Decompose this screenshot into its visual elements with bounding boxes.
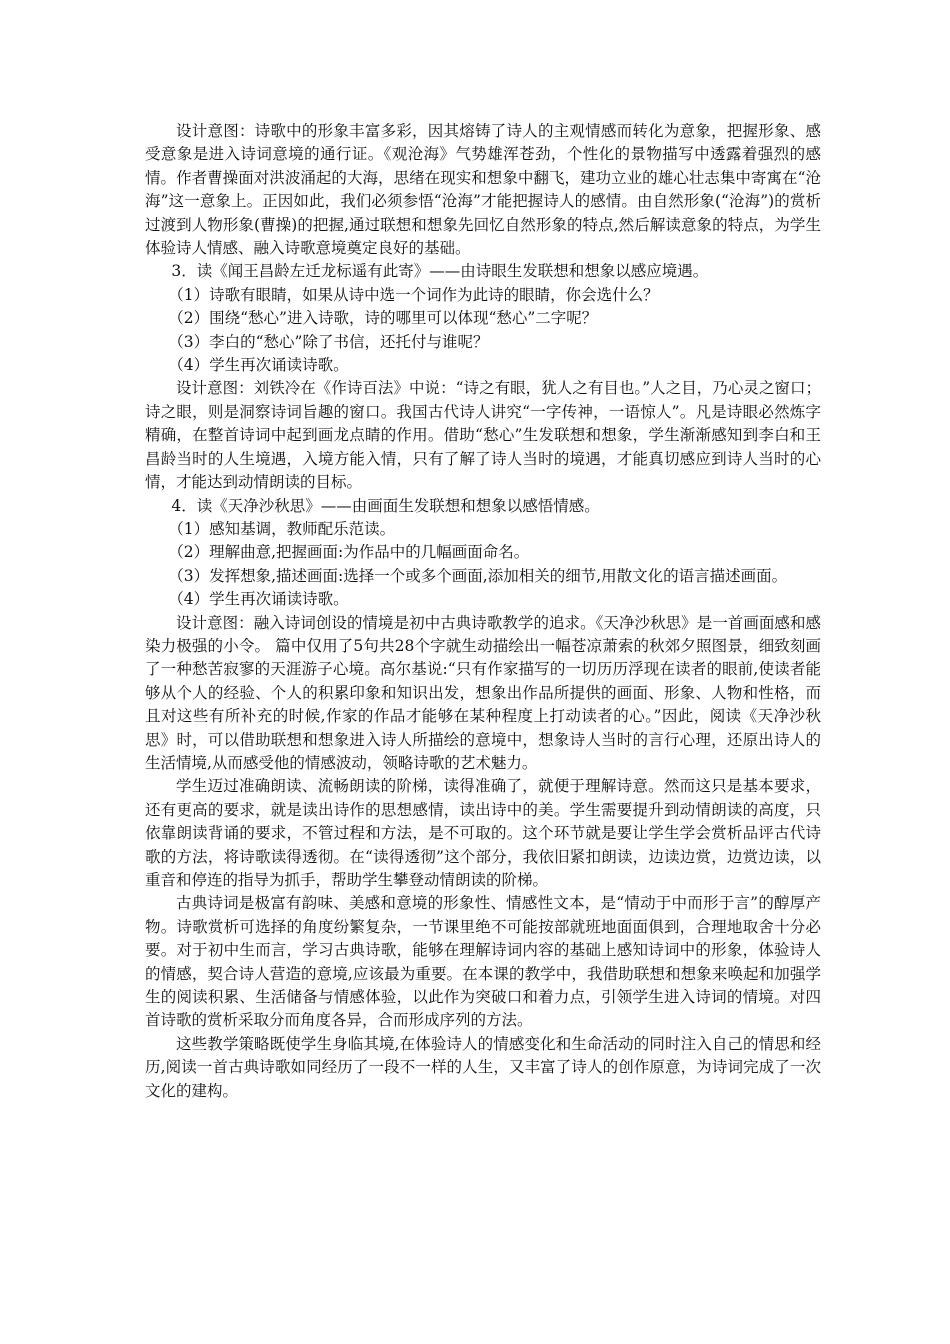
- question-item: （3）李白的“愁心”除了书信，还托付与谁呢？: [168, 332, 489, 351]
- paragraph-classical-poetry: 古典诗词是极富有韵味、美感和意境的形象性、情感性文本，是“情动于中而形于言”的醇厚产物。诗歌赏析可选择的角度纷繁复杂，一节课里绝不可能按部就班地面面俱到，合理地取舍十分必要。对于初中生而言，学习古典诗歌，能够在理解诗词内容的基础上感知诗词中的形象，体验诗人的情感，契合诗人营造的意境,应该最为重要。在本课的教学中，我借助联想和想象来唤起和加强学生的阅读积累、生活储备与情感体验，以此作为突破口和着力点，引领学生进入诗词的情境。对四首诗歌的赏析采取分而角度各异，合而形成序列的方法。: [145, 894, 821, 1030]
- paragraph-design-intent-3: 设计意图：融入诗词创设的情境是初中古典诗歌教学的追求。《天净沙秋思》是一首画面感和感染力极强的小令。 篇中仅用了5句共28个字就生动描绘出一幅苍凉萧索的秋郊夕照图景，细致刻画了一种愁苦寂寥的天涯游子心境。高尔基说:“只有作家描写的一切历历浮现在读者的眼前,使读者能够从个人的经验、个人的积累印象和知识出发，想象出作品所提供的画面、形象、人物和性格，而且对这些有所补充的时候,作家的作品才能够在某种程度上打动读者的心。”因此，阅读《天净沙秋思》时，可以借助联想和想象进入诗人所描绘的意境中，想象诗人当时的言行心理，还原出诗人的生活情境,从而感受他的情感波动，领略诗歌的艺术魅力。: [145, 613, 821, 772]
- step-item: （4）学生再次诵读诗歌。: [168, 590, 349, 609]
- document-page: [145, 120, 821, 1103]
- step-item: （2）理解曲意,把握画面:为作品中的几幅画面命名。: [168, 543, 530, 562]
- section-heading-4: 4．读《天净沙秋思》——由画面生发联想和想象以感悟情感。: [171, 496, 600, 515]
- question-item: （1）诗歌有眼睛，如果从诗中选一个词作为此诗的眼睛，你会选什么？: [168, 285, 659, 304]
- paragraph-design-intent-2: 设计意图：刘铁冷在《作诗百法》中说：“诗之有眼，犹人之有目也。”人之目，乃心灵之窗口；诗之眼，则是洞察诗词旨趣的窗口。我国古代诗人讲究“一字传神，一语惊人”。凡是诗眼必然炼字精确，在整首诗词中起到画龙点睛的作用。借助“愁心”生发联想和想象，学生渐渐感知到李白和王昌龄当时的人生境遇，入境方能入情，只有了解了诗人当时的境遇，才能真切感应到诗人当时的心情，才能达到动情朗读的目标。: [145, 379, 821, 492]
- paragraph-conclusion: 这些教学策略既使学生身临其境,在体验诗人的情感变化和生命活动的同时注入自己的情思和经历,阅读一首古典诗歌如同经历了一段不一样的人生，又丰富了诗人的创作原意，为诗词完成了一次文化的建构。: [145, 1034, 821, 1100]
- question-item: （2）围绕“愁心”进入诗歌，诗的哪里可以体现“愁心”二字呢？: [168, 309, 598, 328]
- paragraph-design-intent-1: 设计意图：诗歌中的形象丰富多彩，因其熔铸了诗人的主观情感而转化为意象，把握形象、感受意象是进入诗词意境的通行证。《观沧海》气势雄浑苍劲，个性化的景物描写中透露着强烈的感情。作者曹操面对洪波涌起的大海，思绪在现实和想象中翻飞，建功立业的雄心壮志集中寄寓在“沧海”这一意象上。正因如此，我们必须参悟“沧海”才能把握诗人的感情。由自然形象(“沧海”)的赏析过渡到人物形象(曹操)的把握,通过联想和想象先回忆自然形象的特点,然后解读意象的特点，为学生体验诗人情感、融入诗歌意境奠定良好的基础。: [145, 122, 821, 258]
- paragraph-reading-ladder: 学生迈过准确朗读、流畅朗读的阶梯，读得准确了，就便于理解诗意。然而这只是基本要求，还有更高的要求，就是读出诗作的思想感情，读出诗中的美。学生需要提升到动情朗读的高度，只依靠朗读背诵的要求，不管过程和方法，是不可取的。这个环节就是要让学生学会赏析品评古代诗歌的方法，将诗歌读得透彻。在“读得透彻”这个部分，我依旧紧扣朗读，边读边赏，边赏边读，以重音和停连的指导为抓手，帮助学生攀登动情朗读的阶梯。: [145, 777, 821, 889]
- step-item: （3）发挥想象,描述画面:选择一个或多个画面,添加相关的细节,用散文化的语言描述画面。: [168, 566, 788, 585]
- section-heading-3: 3．读《闻王昌龄左迁龙标遥有此寄》——由诗眼生发联想和想象以感应境遇。: [171, 262, 709, 281]
- question-item: （4）学生再次诵读诗歌。: [168, 356, 349, 375]
- step-item: （1）感知基调，教师配乐范读。: [168, 519, 396, 538]
